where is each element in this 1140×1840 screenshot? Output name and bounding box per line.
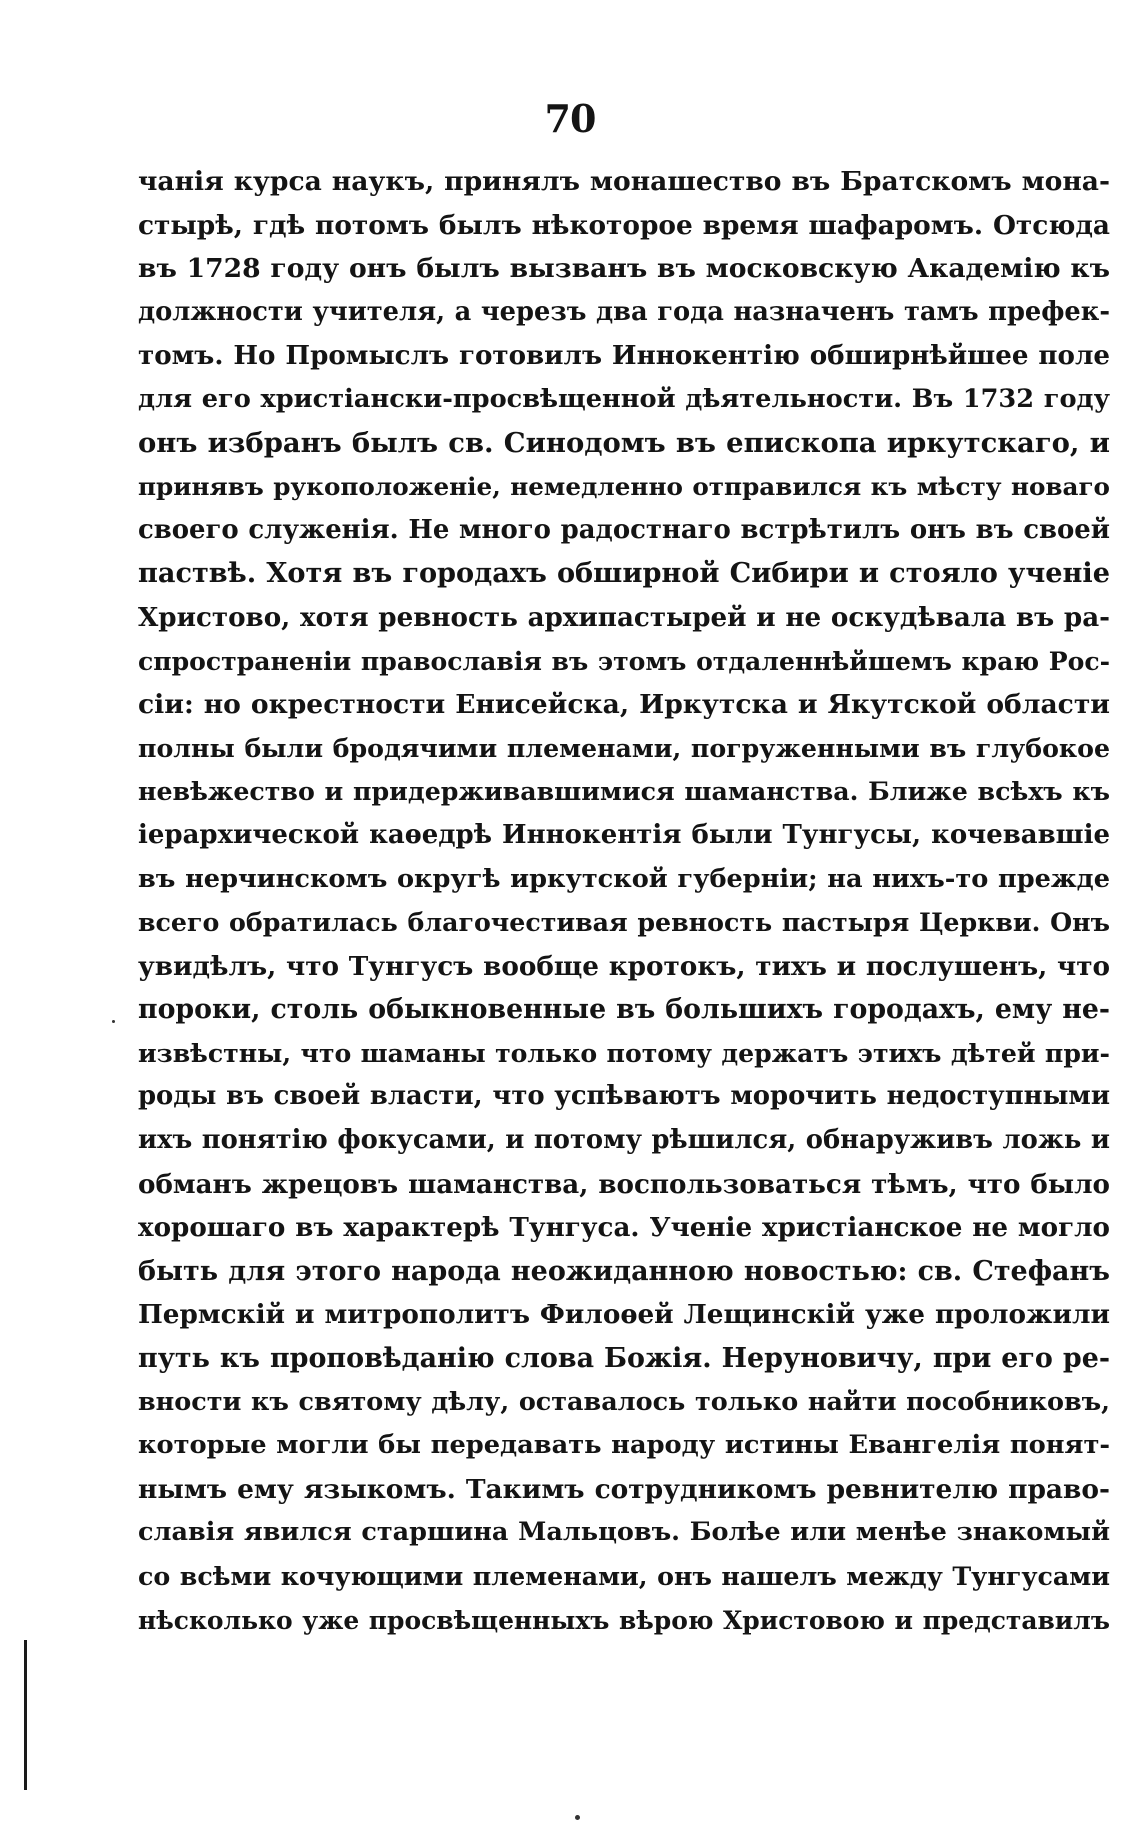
text-line: сіи: но окрестности Енисейска, Иркутска и Якутской области bbox=[138, 689, 1110, 721]
text-line: чанія курса наукъ, принялъ монашество въ Братскомъ мона- bbox=[138, 166, 1110, 197]
text-line: паствѣ. Хотя въ городахъ обширной Сибири и стояло ученіе bbox=[138, 558, 1110, 590]
text-line: быть для этого народа неожиданною новостью: св. Стефанъ bbox=[138, 1255, 1110, 1287]
text-line: роды въ своей власти, что успѣваютъ морочить недоступными bbox=[138, 1081, 1110, 1112]
text-line: ихъ понятію фокусами, и потому рѣшился, обнаруживъ ложь и bbox=[138, 1125, 1110, 1156]
text-line: томъ. Но Промыслъ готовилъ Иннокентію обширнѣйшее поле bbox=[138, 340, 1110, 372]
text-line: которые могли бы передавать народу истины Евангелія понят- bbox=[138, 1430, 1110, 1461]
body-text bbox=[138, 160, 1110, 1642]
text-line: полны были бродячими племенами, погруженными въ глубокое bbox=[138, 732, 1110, 763]
page-number: 70 bbox=[544, 96, 596, 141]
text-line: путь къ проповѣданію слова Божія. Неруновичу, при его ре- bbox=[138, 1343, 1110, 1375]
text-line: извѣстны, что шаманы только потому держатъ этихъ дѣтей при- bbox=[138, 1037, 1110, 1068]
text-line: пороки, столь обыкновенные въ большихъ городахъ, ему не- bbox=[138, 994, 1110, 1026]
text-line: въ 1728 году онъ былъ вызванъ въ московскую Академію къ bbox=[138, 253, 1110, 285]
text-line: своего служенія. Не много радостнаго встрѣтилъ онъ въ своей bbox=[138, 514, 1110, 545]
text-line: вности къ святому дѣлу, оставалось только найти пособниковъ, bbox=[138, 1386, 1110, 1417]
text-line: хорошаго въ характерѣ Тунгуса. Ученіе христіанское не могло bbox=[138, 1212, 1110, 1244]
text-line: нымъ ему языкомъ. Такимъ сотрудникомъ ревнителю право- bbox=[138, 1473, 1110, 1505]
text-line: принявъ рукоположеніе, немедленно отправился къ мѣсту новаго bbox=[138, 472, 1110, 502]
text-line: спространеніи православія въ этомъ отдаленнѣйшемъ краю Рос- bbox=[138, 645, 1110, 676]
scan-speck bbox=[575, 1815, 580, 1820]
text-line: Христово, хотя ревность архипастырей и не оскудѣвала въ ра- bbox=[138, 601, 1110, 633]
text-line: невѣжество и придерживавшимися шаманства. Ближе всѣхъ къ bbox=[138, 776, 1110, 807]
text-line: увидѣлъ, что Тунгусъ вообще кротокъ, тихъ и послушенъ, что bbox=[138, 950, 1110, 982]
scan-speck bbox=[112, 1020, 115, 1023]
text-line: въ нерчинскомъ округѣ иркутской губерніи; на нихъ-то прежде bbox=[138, 863, 1110, 894]
text-line: нѣсколько уже просвѣщенныхъ вѣрою Христовою и представилъ bbox=[138, 1605, 1110, 1635]
text-line: должности учителя, а черезъ два года назначенъ тамъ префек- bbox=[138, 296, 1110, 327]
text-line: для его христіански-просвѣщенной дѣятельности. Въ 1732 году bbox=[138, 383, 1110, 414]
text-line: обманъ жрецовъ шаманства, воспользоваться тѣмъ, что было bbox=[138, 1168, 1110, 1200]
text-line: онъ избранъ былъ св. Синодомъ въ епископа иркутскаго, и bbox=[138, 426, 1110, 459]
text-line: іерархической каѳедрѣ Иннокентія были Тунгусы, кочевавшіе bbox=[138, 819, 1110, 850]
scan-margin-mark bbox=[24, 1640, 27, 1790]
text-line: славія явился старшина Мальцовъ. Болѣе или менѣе знакомый bbox=[138, 1517, 1110, 1548]
text-line: стырѣ, гдѣ потомъ былъ нѣкоторое время шафаромъ. Отсюда bbox=[138, 209, 1110, 241]
text-line: со всѣми кочующими племенами, онъ нашелъ между Тунгусами bbox=[138, 1561, 1110, 1591]
text-line: Пермскій и митрополитъ Филоѳей Лещинскій уже проложили bbox=[138, 1299, 1110, 1331]
text-line: всего обратилась благочестивая ревность пастыря Церкви. Онъ bbox=[138, 907, 1110, 938]
